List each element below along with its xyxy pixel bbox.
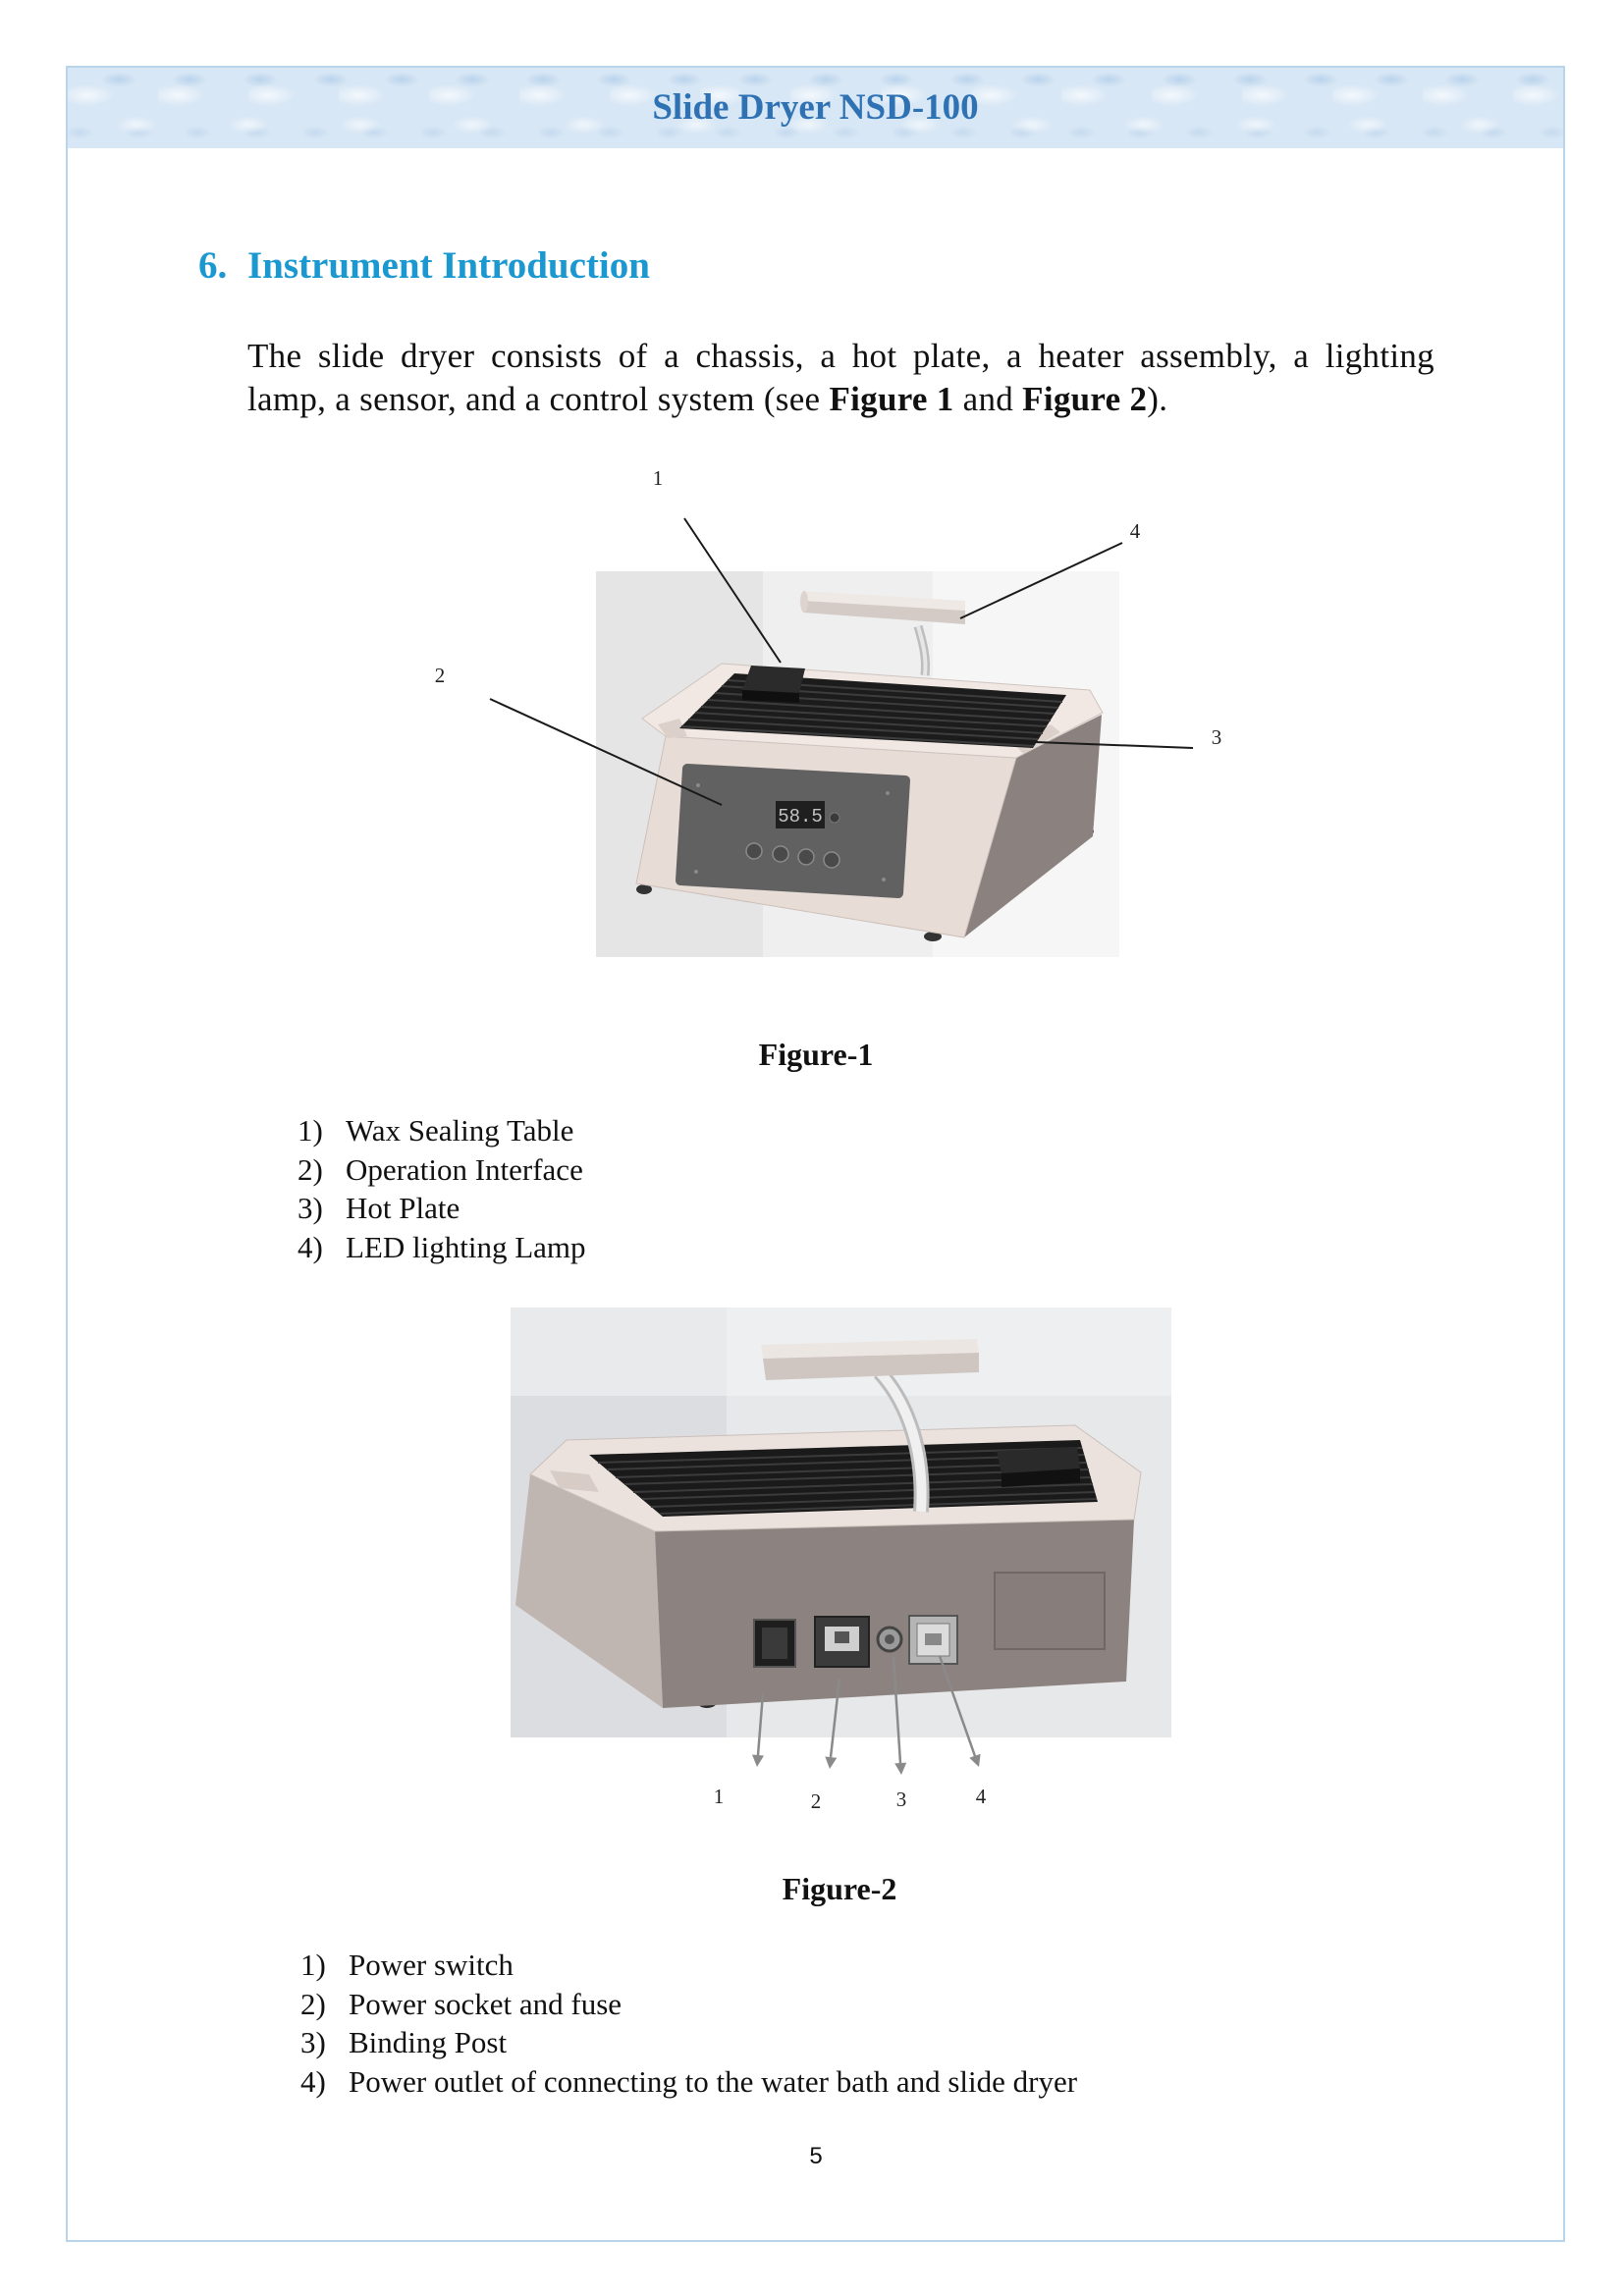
panel-button: [824, 852, 839, 868]
section-heading: [198, 243, 650, 289]
list-number: 1): [298, 1113, 323, 1148]
list-item: [298, 1111, 586, 1150]
list-label: Power outlet of connecting to the water bath and slide dryer: [349, 2063, 1078, 2099]
list-label: Hot Plate: [346, 1191, 460, 1225]
list-label: LED lighting Lamp: [346, 1229, 586, 1264]
list-label: Wax Sealing Table: [346, 1113, 574, 1148]
callout-4: 4: [975, 1785, 987, 1808]
wax-sealing-table-top: [742, 666, 805, 693]
panel-screw: [882, 878, 886, 881]
panel-button: [798, 849, 814, 865]
page-number: 5: [809, 2143, 823, 2169]
panel-screw: [886, 791, 890, 795]
power-outlet-slot: [925, 1633, 942, 1645]
panel-button: [746, 843, 762, 859]
figure-2-illustration: [491, 1296, 1188, 1826]
list-item: [298, 1150, 586, 1190]
figure-1-reference: Figure 1: [829, 380, 954, 418]
list-number: 2): [298, 1151, 323, 1187]
list-item: [300, 2062, 1077, 2102]
list-number: 1): [300, 1948, 326, 1982]
figure-1-illustration: [422, 461, 1237, 967]
callout-1: 1: [652, 466, 664, 490]
arrow-head: [825, 1757, 837, 1770]
power-socket-pins: [835, 1631, 849, 1643]
intro-text: and: [953, 380, 1023, 418]
figure-1-caption: Figure-1: [758, 1037, 874, 1072]
intro-text: lamp, a sensor, and a control system (see: [247, 380, 830, 418]
section-title: Instrument Introduction: [247, 244, 650, 287]
list-label: Power switch: [349, 1948, 514, 1982]
led-lamp-end: [800, 591, 808, 613]
display-reading: 58.5: [778, 806, 823, 828]
callout-2: 2: [434, 664, 446, 687]
operation-interface-panel: [680, 769, 905, 893]
figure-2-reference: Figure 2: [1022, 380, 1148, 418]
intro-line-1: The slide dryer consists of a chassis, a hot plate, a heater assembly, a lighting: [247, 337, 1435, 375]
callout-1: 1: [713, 1785, 725, 1808]
list-item: [298, 1228, 586, 1267]
list-number: 4): [298, 1229, 323, 1264]
panel-screw: [696, 783, 700, 787]
panel-button: [773, 846, 788, 862]
callout-3: 3: [895, 1788, 907, 1811]
callout-3: 3: [1211, 725, 1222, 749]
arrow-head: [752, 1755, 764, 1768]
list-number: 4): [300, 2063, 326, 2099]
figure-2-caption: Figure-2: [782, 1871, 897, 1906]
figure-2-parts-list: [300, 1946, 1077, 2101]
header-band: [68, 68, 1563, 148]
intro-text: ).: [1147, 380, 1168, 418]
list-item: [300, 1946, 1077, 1985]
list-label: Operation Interface: [346, 1151, 583, 1187]
callout-2: 2: [810, 1789, 822, 1813]
document-title: Slide Dryer NSD-100: [652, 87, 979, 128]
binding-post-center: [885, 1634, 894, 1644]
arrow-head: [894, 1763, 906, 1775]
list-label: Power socket and fuse: [349, 1986, 623, 2021]
section-number: 6.: [198, 244, 228, 287]
figure-1-parts-list: [298, 1111, 586, 1266]
list-number: 3): [298, 1191, 323, 1225]
indicator-light: [830, 813, 839, 823]
intro-paragraph: [247, 335, 1435, 421]
power-switch-rocker: [762, 1628, 787, 1659]
callout-4: 4: [1129, 519, 1141, 543]
list-item: [300, 1985, 1077, 2024]
list-label: Binding Post: [349, 2025, 508, 2059]
list-item: [300, 2023, 1077, 2062]
list-number: 3): [300, 2025, 326, 2059]
rating-label-plate: [995, 1573, 1105, 1649]
intro-line-2: [247, 378, 1435, 421]
panel-screw: [694, 870, 698, 874]
list-number: 2): [300, 1986, 326, 2021]
list-item: [298, 1189, 586, 1228]
